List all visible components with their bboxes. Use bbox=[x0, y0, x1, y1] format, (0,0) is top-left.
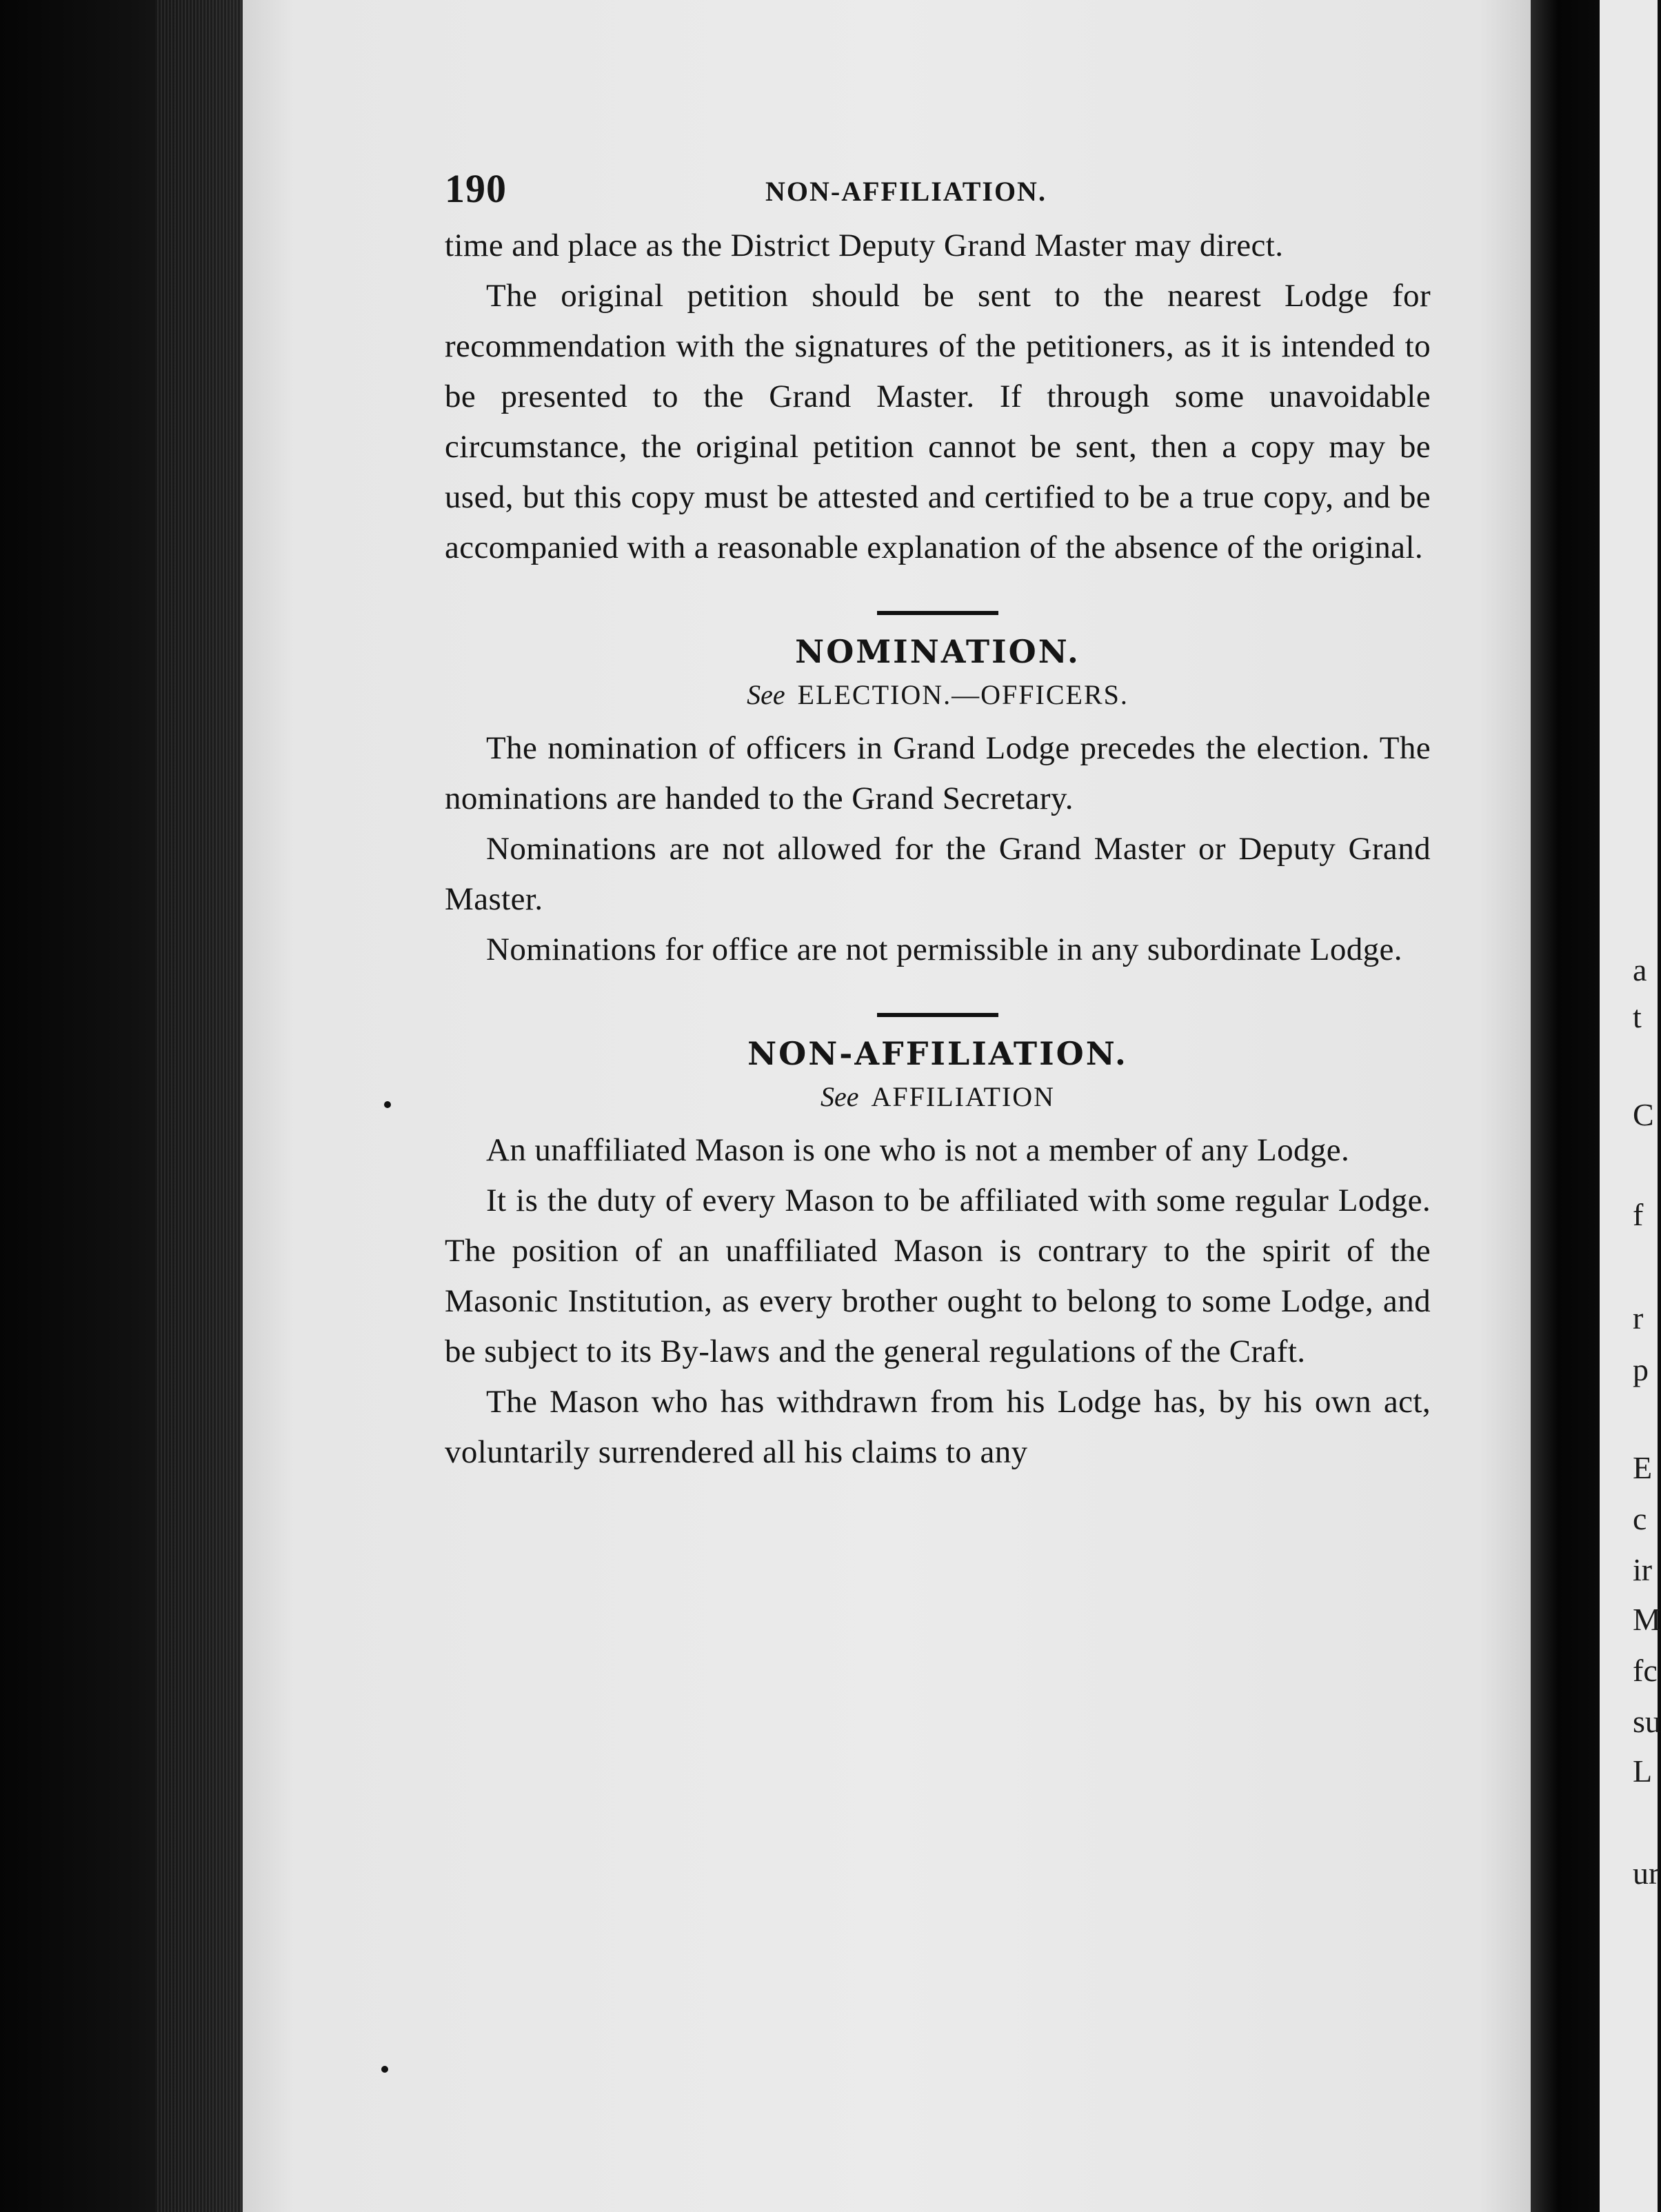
facing-page-fragment: f bbox=[1633, 1197, 1644, 1232]
see-word: See bbox=[747, 679, 785, 710]
facing-page-fragment: fc bbox=[1633, 1653, 1658, 1688]
binding-texture bbox=[155, 0, 241, 2212]
ink-speck bbox=[381, 2066, 388, 2073]
page-number: 190 bbox=[445, 166, 507, 211]
paragraph: Nominations are not allowed for the Grand Master or Deputy Grand Master. bbox=[445, 831, 1431, 917]
facing-page-fragment: ur bbox=[1633, 1856, 1660, 1891]
see-word: See bbox=[821, 1081, 859, 1112]
page-gutter bbox=[1531, 0, 1600, 2212]
running-title: NON-AFFILIATION. bbox=[765, 176, 1047, 207]
cross-reference-target: AFFILIATION bbox=[871, 1081, 1055, 1112]
paragraph: The nomination of officers in Grand Lodge precedes the election. The nominations are handed to the Grand Secretary. bbox=[445, 730, 1431, 816]
facing-page-fragment: t bbox=[1633, 999, 1642, 1034]
ink-speck bbox=[384, 1101, 391, 1108]
section-body bbox=[445, 723, 1431, 975]
facing-page-fragment: L bbox=[1633, 1753, 1653, 1789]
intro-text bbox=[445, 221, 1431, 573]
facing-page-fragment: r bbox=[1633, 1300, 1644, 1336]
facing-page-fragment: c bbox=[1633, 1501, 1647, 1536]
paragraph: An unaffiliated Mason is one who is not a member of any Lodge. bbox=[486, 1132, 1350, 1168]
section-non-affiliation bbox=[445, 1035, 1431, 1478]
section-divider bbox=[877, 1013, 998, 1017]
paragraph: It is the duty of every Mason to be affiliated with some regular Lodge. The position of an unaffiliated Mason is contrary to the spirit of the Masonic Institution, as every brother ought to belong to some Lodge, and be subject to its By-laws and the general regulations of the Craft. bbox=[445, 1183, 1431, 1369]
cross-reference bbox=[445, 678, 1431, 711]
page-content bbox=[445, 165, 1431, 1478]
facing-page-fragment: a bbox=[1633, 952, 1647, 987]
cross-reference-target: ELECTION.—OFFICERS. bbox=[797, 679, 1129, 710]
facing-page-fragment: E bbox=[1633, 1450, 1653, 1485]
paragraph: The Mason who has withdrawn from his Lodge has, by his own act, voluntarily surrendered all his claims to any bbox=[445, 1384, 1431, 1470]
facing-page-fragment: M bbox=[1633, 1602, 1661, 1637]
section-body bbox=[445, 1125, 1431, 1478]
section-nomination bbox=[445, 633, 1431, 975]
facing-page-fragment: C bbox=[1633, 1097, 1654, 1132]
facing-page-fragment: p bbox=[1633, 1352, 1649, 1387]
section-heading: NOMINATION. bbox=[795, 633, 1080, 670]
paragraph: time and place as the District Deputy Grand Master may direct. bbox=[445, 228, 1284, 263]
paragraph: Nominations for office are not permissible in any subordinate Lodge. bbox=[486, 932, 1402, 967]
section-divider bbox=[877, 611, 998, 615]
running-head bbox=[445, 165, 1431, 221]
facing-page-fragment: ir bbox=[1633, 1552, 1653, 1587]
facing-page-fragment: su bbox=[1633, 1704, 1661, 1739]
section-heading: NON-AFFILIATION. bbox=[747, 1035, 1128, 1072]
paragraph: The original petition should be sent to the nearest Lodge for recommendation with the signatures of the petitioners, as it is intended to be presented to the Grand Master. If through some unavoidable circumstance, the original petition cannot be sent, then a copy may be used, but this copy must be attested and certified to be a true copy, and be accompanied with a reasonable explanation of the absence of the original. bbox=[445, 278, 1431, 565]
cross-reference bbox=[445, 1080, 1431, 1113]
